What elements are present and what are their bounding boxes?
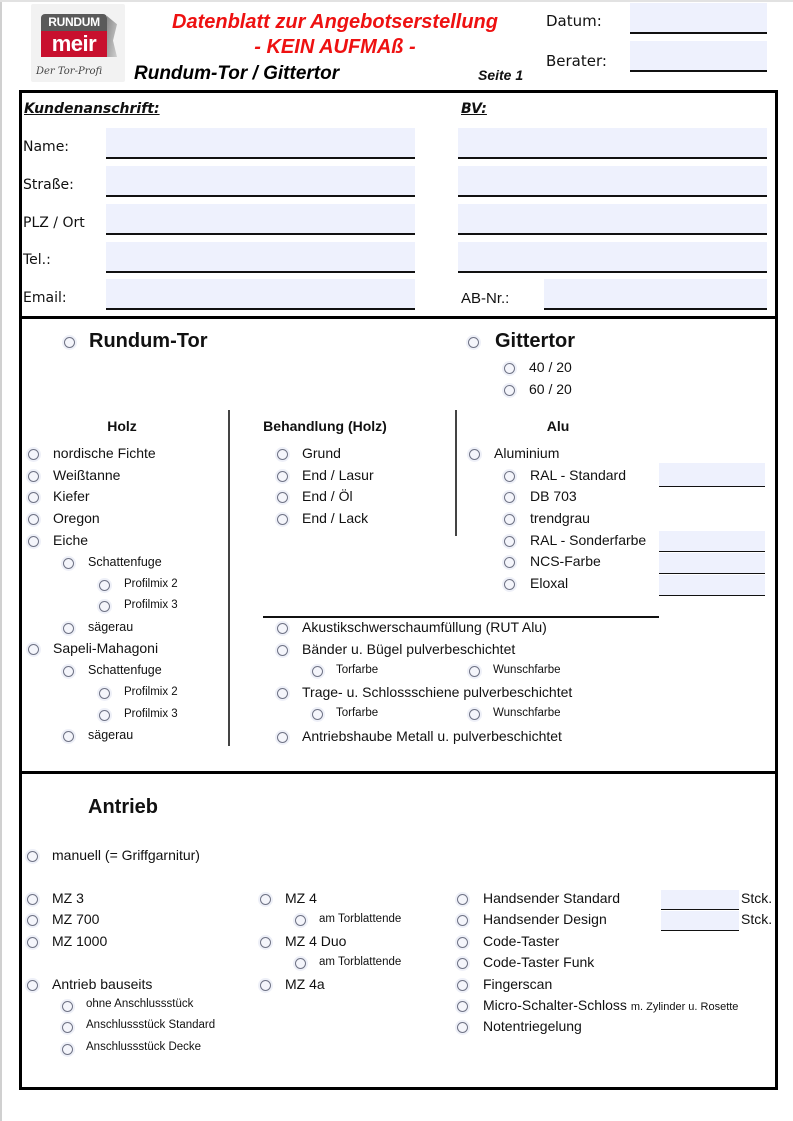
anschluss-standard-label: Anschlussstück Standard xyxy=(86,1019,216,1031)
alu-label-eloxal: Eloxal xyxy=(530,575,569,591)
phone-field[interactable] xyxy=(106,242,415,273)
gitter-40-20-label: 40 / 20 xyxy=(529,359,572,375)
handsender-standard-radio[interactable] xyxy=(457,894,468,905)
holz-radio-weisstanne[interactable] xyxy=(28,471,39,482)
column-divider xyxy=(455,410,457,536)
bv-field-4[interactable] xyxy=(458,242,767,273)
mz700-radio[interactable] xyxy=(27,915,38,926)
logo-door-icon xyxy=(107,16,117,57)
mz1000-radio[interactable] xyxy=(27,937,38,948)
name-label: Name: xyxy=(23,139,70,155)
notentriegelung-label: Notentriegelung xyxy=(483,1018,582,1034)
eiche-saegerau-radio[interactable] xyxy=(63,623,74,634)
email-label: Email: xyxy=(23,290,67,306)
baender-label: Bänder u. Bügel pulverbeschichtet xyxy=(302,641,516,657)
bauseits-label: Antrieb bauseits xyxy=(52,976,153,992)
customer-heading: Kundenanschrift: xyxy=(24,101,160,117)
trage-wunschfarbe-radio[interactable] xyxy=(469,709,480,720)
column-divider xyxy=(228,410,230,746)
akustik-radio[interactable] xyxy=(277,623,288,634)
eiche-schattenfuge-radio[interactable] xyxy=(63,558,74,569)
baender-wunschfarbe-radio[interactable] xyxy=(469,666,480,677)
mz1000-label: MZ 1000 xyxy=(52,933,108,949)
behandlung-label-oel: End / Öl xyxy=(302,488,353,504)
baender-torfarbe-label: Torfarbe xyxy=(336,664,379,676)
logo-main-text: meir xyxy=(41,31,107,57)
behandlung-radio-lasur[interactable] xyxy=(277,471,288,482)
mz4duo-torblattende-label: am Torblattende xyxy=(319,956,402,968)
baender-wunschfarbe-label: Wunschfarbe xyxy=(493,664,561,676)
mz4duo-torblattende-radio[interactable] xyxy=(295,958,306,969)
handsender-design-qty[interactable] xyxy=(661,911,739,931)
bv-field-3[interactable] xyxy=(458,204,767,235)
sapeli-profilmix3-radio[interactable] xyxy=(99,710,110,721)
anschluss-standard-radio[interactable] xyxy=(62,1022,73,1033)
holz-label-oregon: Oregon xyxy=(53,510,100,526)
mz4duo-radio[interactable] xyxy=(260,937,271,948)
holz-radio-kiefer[interactable] xyxy=(28,492,39,503)
trage-radio[interactable] xyxy=(277,688,288,699)
mz4-radio[interactable] xyxy=(260,894,271,905)
bv-heading: BV: xyxy=(461,101,487,117)
micro-schalter-suffix: m. Zylinder u. Rosette xyxy=(630,1001,739,1013)
code-taster-funk-radio[interactable] xyxy=(457,958,468,969)
trage-torfarbe-label: Torfarbe xyxy=(336,707,379,719)
stck-label: Stck. xyxy=(741,890,773,906)
mz3-radio[interactable] xyxy=(27,894,38,905)
mz4duo-label: MZ 4 Duo xyxy=(285,933,347,949)
mz4-label: MZ 4 xyxy=(285,890,317,906)
company-logo xyxy=(31,4,125,82)
antrieb-heading: Antrieb xyxy=(88,796,158,818)
alu-radio-ral-standard[interactable] xyxy=(504,471,515,482)
baender-torfarbe-radio[interactable] xyxy=(312,666,323,677)
akustik-label: Akustikschwerschaumfüllung (RUT Alu) xyxy=(302,619,547,635)
advisor-label: Berater: xyxy=(546,52,607,70)
handsender-standard-qty[interactable] xyxy=(661,890,739,910)
code-taster-funk-label: Code-Taster Funk xyxy=(483,954,595,970)
bv-field-2[interactable] xyxy=(458,166,767,197)
ab-number-label: AB-Nr.: xyxy=(461,290,510,307)
sapeli-schattenfuge-label: Schattenfuge xyxy=(88,663,162,677)
holz-heading: Holz xyxy=(107,418,137,434)
fingerscan-radio[interactable] xyxy=(457,980,468,991)
aluminium-label: Aluminium xyxy=(494,445,560,461)
bv-field-1[interactable] xyxy=(458,128,767,159)
date-label: Datum: xyxy=(546,12,602,30)
email-field[interactable] xyxy=(106,279,415,310)
holz-label-eiche: Eiche xyxy=(53,532,89,548)
page-edge xyxy=(0,0,2,1121)
ral-standard-field[interactable] xyxy=(659,463,765,487)
behandlung-radio-grund[interactable] xyxy=(277,449,288,460)
antriebshaube-radio[interactable] xyxy=(277,732,288,743)
extras-divider xyxy=(263,616,659,618)
ohne-anschluss-radio[interactable] xyxy=(62,1001,73,1012)
mz4-torblattende-radio[interactable] xyxy=(295,915,306,926)
name-field[interactable] xyxy=(106,128,415,159)
eiche-profilmix2-radio[interactable] xyxy=(99,580,110,591)
mz700-label: MZ 700 xyxy=(52,911,100,927)
alu-label-trendgrau: trendgrau xyxy=(530,510,590,526)
sapeli-schattenfuge-radio[interactable] xyxy=(63,666,74,677)
alu-radio-ncs[interactable] xyxy=(504,557,515,568)
eiche-profilmix3-label: Profilmix 3 xyxy=(124,599,178,611)
manuell-label: manuell (= Griffgarnitur) xyxy=(52,847,200,863)
mz4a-label: MZ 4a xyxy=(285,976,325,992)
holz-label-sapeli: Sapeli-Mahagoni xyxy=(53,640,159,656)
trage-torfarbe-radio[interactable] xyxy=(312,709,323,720)
alu-radio-ral-sonderfarbe[interactable] xyxy=(504,536,515,547)
anschluss-decke-label: Anschlussstück Decke xyxy=(86,1041,202,1053)
antriebshaube-label: Antriebshaube Metall u. pulverbeschichtet xyxy=(302,728,562,744)
phone-label: Tel.: xyxy=(23,252,51,268)
rundum-tor-label: Rundum-Tor xyxy=(89,330,208,352)
alu-radio-db703[interactable] xyxy=(504,492,515,503)
logo-top-text: RUNDUM xyxy=(41,14,107,31)
gitter-40-20-radio[interactable] xyxy=(504,363,515,374)
street-field[interactable] xyxy=(106,166,415,197)
handsender-design-label: Handsender Design xyxy=(483,911,607,927)
handsender-standard-label: Handsender Standard xyxy=(483,890,620,906)
mz4-torblattende-label: am Torblattende xyxy=(319,913,402,925)
alu-radio-eloxal[interactable] xyxy=(504,579,515,590)
sapeli-saegerau-label: sägerau xyxy=(88,728,134,742)
anschluss-decke-radio[interactable] xyxy=(62,1044,73,1055)
alu-heading: Alu xyxy=(546,418,570,434)
page-edge-top xyxy=(0,0,793,2)
alu-label-ral-standard: RAL - Standard xyxy=(530,467,626,483)
sapeli-saegerau-radio[interactable] xyxy=(63,731,74,742)
street-label: Straße: xyxy=(23,177,74,193)
trage-wunschfarbe-label: Wunschfarbe xyxy=(493,707,561,719)
behandlung-label-grund: Grund xyxy=(302,445,341,461)
mz3-label: MZ 3 xyxy=(52,890,84,906)
document-subtitle: Rundum-Tor / Gittertor xyxy=(134,63,340,84)
behandlung-label-lasur: End / Lasur xyxy=(302,467,374,483)
gittertor-radio[interactable] xyxy=(468,337,479,348)
behandlung-label-lack: End / Lack xyxy=(302,510,369,526)
behandlung-radio-oel[interactable] xyxy=(277,492,288,503)
micro-schalter-label xyxy=(483,997,738,1013)
holz-label-kiefer: Kiefer xyxy=(53,488,90,504)
code-taster-label: Code-Taster xyxy=(483,933,560,949)
micro-schalter-text: Micro-Schalter-Schloss xyxy=(483,997,627,1013)
ral-sonderfarbe-field[interactable] xyxy=(659,531,765,552)
holz-radio-fichte[interactable] xyxy=(28,449,39,460)
behandlung-heading: Behandlung (Holz) xyxy=(263,418,387,434)
holz-label-fichte: nordische Fichte xyxy=(53,445,156,461)
holz-label-weisstanne: Weißtanne xyxy=(53,467,121,483)
code-taster-radio[interactable] xyxy=(457,937,468,948)
section-divider xyxy=(19,771,778,774)
gitter-60-20-label: 60 / 20 xyxy=(529,381,572,397)
eiche-profilmix2-label: Profilmix 2 xyxy=(124,578,178,590)
eiche-schattenfuge-label: Schattenfuge xyxy=(88,555,162,569)
baender-radio[interactable] xyxy=(277,645,288,656)
holz-radio-oregon[interactable] xyxy=(28,514,39,525)
sapeli-profilmix2-radio[interactable] xyxy=(99,688,110,699)
holz-radio-eiche[interactable] xyxy=(28,536,39,547)
advisor-field[interactable] xyxy=(630,41,767,72)
eloxal-field[interactable] xyxy=(659,575,765,596)
handsender-design-radio[interactable] xyxy=(457,915,468,926)
alu-label-db703: DB 703 xyxy=(530,488,577,504)
mz4a-radio[interactable] xyxy=(260,980,271,991)
stck-label: Stck. xyxy=(741,911,773,927)
page-number: Seite 1 xyxy=(478,67,524,83)
behandlung-radio-lack[interactable] xyxy=(277,514,288,525)
bauseits-radio[interactable] xyxy=(27,980,38,991)
sapeli-profilmix2-label: Profilmix 2 xyxy=(124,686,178,698)
alu-radio-trendgrau[interactable] xyxy=(504,514,515,525)
gitter-60-20-radio[interactable] xyxy=(504,385,515,396)
eiche-saegerau-label: sägerau xyxy=(88,620,134,634)
zip-city-field[interactable] xyxy=(106,204,415,235)
gittertor-label: Gittertor xyxy=(495,330,575,352)
section-divider xyxy=(19,316,778,319)
date-field[interactable] xyxy=(630,3,767,34)
logo-tagline: Der Tor-Profi xyxy=(36,66,103,77)
rundum-tor-radio[interactable] xyxy=(64,337,75,348)
sapeli-profilmix3-label: Profilmix 3 xyxy=(124,708,178,720)
trage-label: Trage- u. Schlossschiene pulverbeschichtet xyxy=(302,684,573,700)
manuell-radio[interactable] xyxy=(27,851,38,862)
micro-schalter-radio[interactable] xyxy=(457,1001,468,1012)
document-title-note: - KEIN AUFMAß - xyxy=(254,36,416,58)
holz-radio-sapeli[interactable] xyxy=(28,644,39,655)
eiche-profilmix3-radio[interactable] xyxy=(99,601,110,612)
notentriegelung-radio[interactable] xyxy=(457,1022,468,1033)
alu-label-ral-sonderfarbe: RAL - Sonderfarbe xyxy=(530,532,647,548)
ab-number-field[interactable] xyxy=(544,279,767,310)
ohne-anschluss-label: ohne Anschlussstück xyxy=(86,998,194,1010)
document-title: Datenblatt zur Angebotserstellung xyxy=(172,11,498,33)
fingerscan-label: Fingerscan xyxy=(483,976,553,992)
zip-city-label: PLZ / Ort xyxy=(23,215,85,231)
ncs-field[interactable] xyxy=(659,553,765,574)
aluminium-radio[interactable] xyxy=(469,449,480,460)
alu-label-ncs: NCS-Farbe xyxy=(530,553,601,569)
